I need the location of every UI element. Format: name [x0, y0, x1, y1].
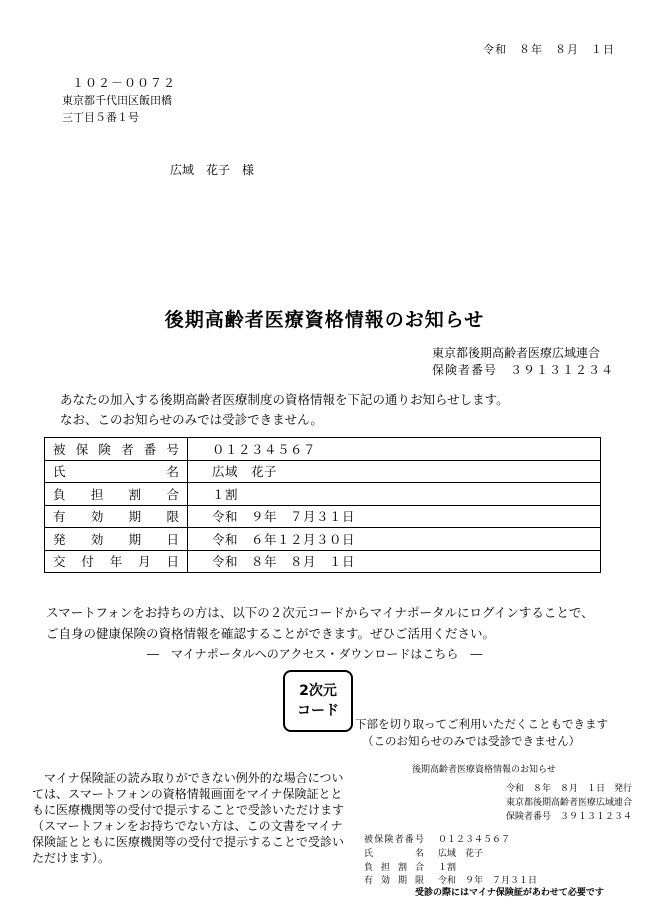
row-value-issued: 令和 ８年 ８月 １日 [188, 550, 601, 573]
table-row [45, 505, 601, 528]
row-label-name: 氏名 [45, 460, 188, 483]
intro-line1: あなたの加入する後期高齢者医療制度の資格情報を下記の通りお知らせします。 [60, 392, 509, 407]
stub-row-label: 負担割合 [364, 863, 424, 873]
row-label-issued: 交付年月日 [45, 550, 188, 573]
stub-row-label: 被保険者番号 [364, 835, 424, 845]
qr-label-line1: 2次元 [299, 683, 337, 699]
row-value-effective: 令和 ６年１２月３０日 [188, 528, 601, 551]
stub-row [364, 860, 456, 873]
recipient-name: 広域 花子 様 [170, 163, 255, 177]
stub-row [364, 832, 510, 845]
document-title: 後期高齢者医療資格情報のお知らせ [164, 309, 485, 331]
table-row [45, 438, 601, 461]
exception-paragraph: マイナ保険証の読み取りができない例外的な場合については、スマートフォンの資格情報画面をマイナ保険証とともに医療機関等の受付で提示することで受診いただけます（スマートフォンをお持ちでない方は、この文書をマイナ保険証とともに医療機関等の受付で提示することで受診いただけます）。 [32, 771, 345, 865]
cut-note-line1: 下部を切り取ってご利用いただくこともできます [355, 717, 608, 731]
postal-code: １０２－００７２ [72, 76, 177, 90]
stub-row-value: ０１２３４５６７ [438, 835, 511, 845]
qr-code-placeholder[interactable] [283, 670, 353, 732]
table-row [45, 528, 601, 551]
stub-footer: 受診の際にはマイナ保険証があわせて必要です [415, 888, 604, 898]
cut-note-line2: （このお知らせのみでは受診できません） [362, 734, 581, 748]
row-label-expiry: 有効期限 [45, 505, 188, 528]
portal-note: ― マイナポータルへのアクセス・ダウンロードはこちら ― [147, 647, 483, 661]
table-row [45, 483, 601, 506]
table-row [45, 550, 601, 573]
stub-row-label: 氏名 [364, 849, 424, 859]
stub-issuer-name: 東京都後期高齢者医療広域連合 [506, 798, 633, 808]
qr-label-line2: コード [297, 703, 339, 719]
row-value-name: 広域 花子 [188, 460, 601, 483]
stub-title: 後期高齢者医療資格情報のお知らせ [412, 765, 556, 775]
stub-insurer-number: 保険者番号 ３９１３１２３４ [506, 812, 633, 822]
row-label-copay: 負担割合 [45, 483, 188, 506]
stub-row-value: 広域 花子 [438, 849, 484, 859]
issuer-name: 東京都後期高齢者医療広域連合 [432, 346, 601, 360]
smartphone-line1: スマートフォンをお持ちの方は、以下の２次元コードからマイナポータルにログインすることで、 [46, 605, 594, 620]
intro-line2: なお、このお知らせのみでは受診できません。 [60, 412, 323, 427]
eligibility-table [44, 437, 601, 573]
address-line1: 東京都千代田区飯田橋 [62, 94, 172, 107]
stub-row-value: 令和 ９年 ７月３１日 [438, 876, 538, 886]
table-row [45, 460, 601, 483]
smartphone-line2: ご自身の健康保険の資格情報を確認することができます。ぜひご活用ください。 [46, 626, 496, 641]
issue-date: 令和 ８年 ８月 １日 [483, 43, 615, 56]
stub-row [364, 846, 483, 859]
row-value-copay: １割 [188, 483, 601, 506]
row-label-effective: 発効期日 [45, 528, 188, 551]
address-line2: 三丁目５番１号 [62, 111, 139, 124]
stub-row-value: １割 [438, 863, 457, 873]
row-value-insured-number: ０１２３４５６７ [188, 438, 601, 461]
stub-row-label: 有効期限 [364, 876, 424, 886]
stub-issued-date: 令和 ８年 ８月 １日 発行 [506, 784, 633, 794]
row-label-insured-number: 被保険者番号 [45, 438, 188, 461]
insurer-number: 保険者番号 ３９１３１２３４ [432, 363, 615, 377]
row-value-expiry: 令和 ９年 ７月３１日 [188, 505, 601, 528]
